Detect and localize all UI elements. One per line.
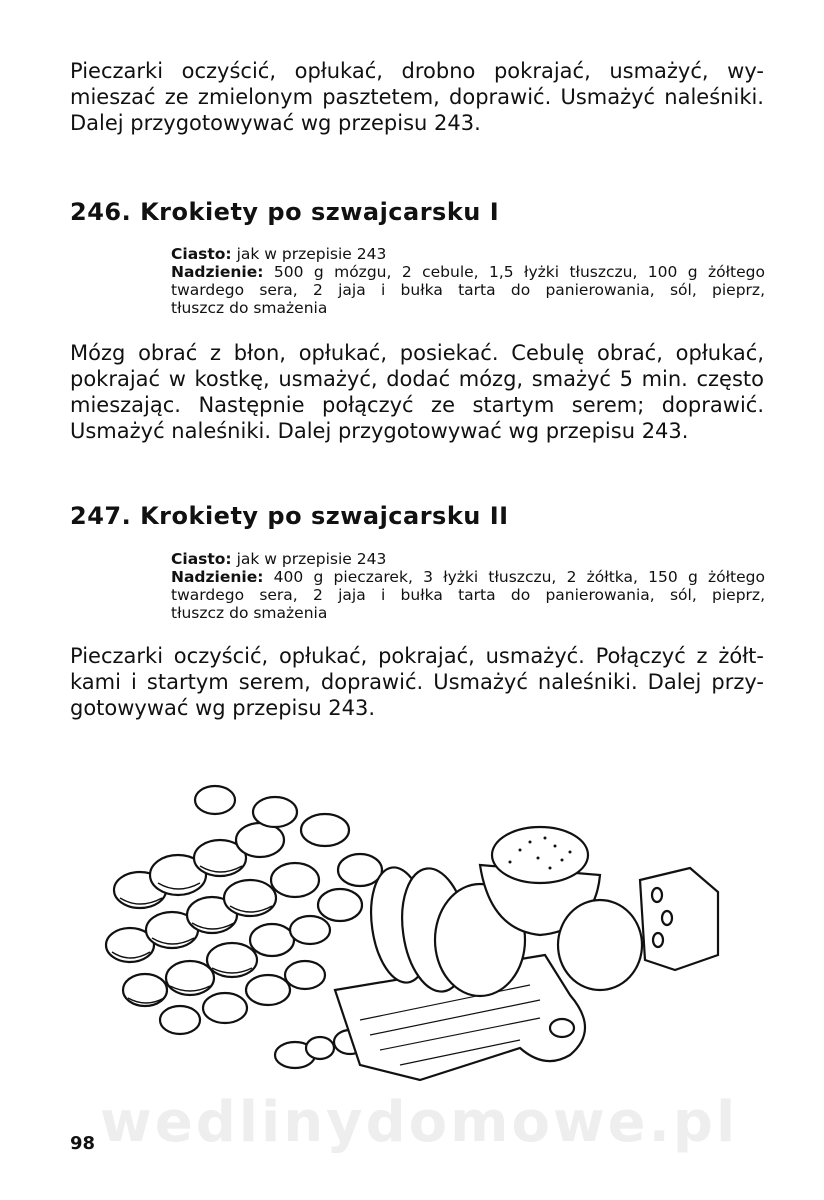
nadzienie-text-2: twardego sera, 2 jaja i bułka tarta do panierowania, sól, pieprz, <box>171 281 765 299</box>
ciasto-text: jak w przepisie 243 <box>236 245 387 263</box>
intro-line-3: Dalej przygotowywać wg przepisu 243. <box>70 111 481 135</box>
recipe-246-nadzienie <box>171 263 765 281</box>
mushroom-pile <box>106 786 382 1068</box>
ciasto-label: Ciasto: <box>171 550 232 568</box>
recipe-246-ingredients <box>171 245 765 317</box>
recipe-247-nadzienie <box>171 568 765 586</box>
recipe-247-title: 247. Krokiety po szwajcarsku II <box>70 502 509 530</box>
nadzienie-label: Nadzienie: <box>171 568 264 586</box>
recipe-246-title: 246. Krokiety po szwajcarsku I <box>70 198 500 226</box>
recipe-247-method <box>70 643 764 721</box>
nadzienie-label: Nadzienie: <box>171 263 264 281</box>
recipe-247-ingredients <box>171 550 765 622</box>
method-line: Usmażyć naleśniki. Dalej przygotowywać wg przepisu 243. <box>70 419 689 443</box>
method-line: mieszając. Następnie połączyć ze startym serem; doprawić. <box>70 393 764 417</box>
nadzienie-text-3: tłuszcz do smażenia <box>171 299 328 317</box>
method-line: Pieczarki oczyścić, opłukać, pokrajać, usmażyć. Połączyć z żółt- <box>70 644 764 668</box>
intro-line-2: mieszać ze zmielonym pasztetem, doprawić. Usmażyć naleśniki. <box>70 85 764 109</box>
method-line: kami i startym serem, doprawić. Usmażyć naleśniki. Dalej przy- <box>70 670 764 694</box>
page-number: 98 <box>70 1133 96 1154</box>
intro-paragraph <box>70 58 764 136</box>
nadzienie-text-3: tłuszcz do smażenia <box>171 604 328 622</box>
method-line: Mózg obrać z błon, opłukać, posiekać. Cebulę obrać, opłukać, <box>70 341 764 365</box>
nadzienie-text-2: twardego sera, 2 jaja i bułka tarta do panierowania, sól, pieprz, <box>171 586 765 604</box>
recipe-246-ciasto <box>171 245 765 263</box>
watermark: wedlinydomowe.pl <box>100 1090 739 1155</box>
ciasto-label: Ciasto: <box>171 245 232 263</box>
recipe-247-ciasto <box>171 550 765 568</box>
mushroom <box>306 1037 334 1059</box>
nadzienie-text-1: 400 g pieczarek, 3 łyżki tłuszczu, 2 żółtka, 150 g żółtego <box>273 568 765 586</box>
method-line: gotowywać wg przepisu 243. <box>70 696 376 720</box>
method-line: pokrajać w kostkę, usmażyć, dodać mózg, smażyć 5 min. często <box>70 367 764 391</box>
intro-line-1: Pieczarki oczyścić, opłukać, drobno pokrajać, usmażyć, wy- <box>70 59 764 83</box>
nadzienie-text-1: 500 g mózgu, 2 cebule, 1,5 łyżki tłuszczu, 100 g żółtego <box>273 263 765 281</box>
breadcrumbs <box>492 827 588 883</box>
board-hole <box>550 1019 574 1037</box>
recipe-246-method <box>70 340 764 444</box>
ciasto-text: jak w przepisie 243 <box>236 550 387 568</box>
food-illustration <box>100 780 740 1100</box>
egg <box>558 900 642 990</box>
cheese-block <box>640 868 718 970</box>
